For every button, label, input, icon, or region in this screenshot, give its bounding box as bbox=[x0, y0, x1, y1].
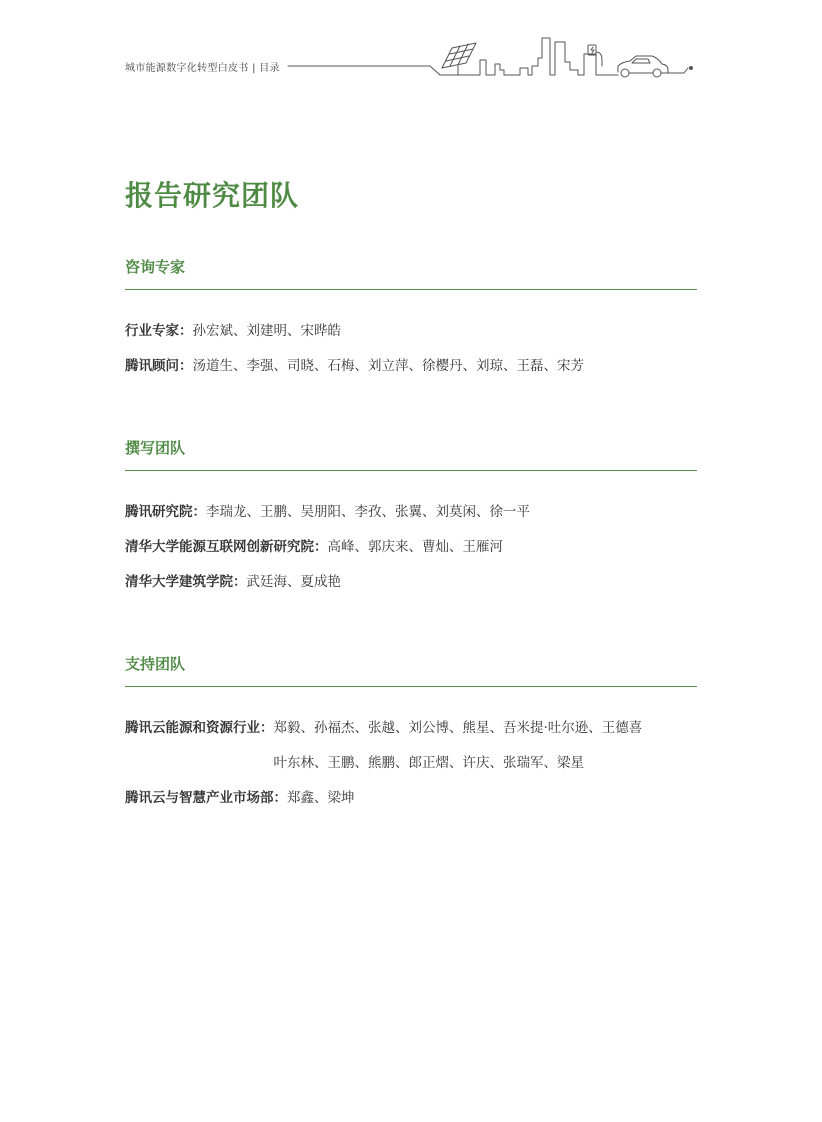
entry-label: 行业专家： bbox=[125, 323, 193, 339]
section-title: 撰写团队 bbox=[125, 439, 186, 457]
entry-tencent-advisors bbox=[125, 349, 697, 384]
entry-label: 清华大学能源互联网创新研究院： bbox=[125, 539, 328, 555]
section-writing-team bbox=[125, 437, 697, 600]
entry-names bbox=[274, 711, 643, 781]
entry-names bbox=[247, 565, 342, 600]
ev-charger-icon bbox=[588, 45, 602, 66]
names-line: 郑毅、孙福杰、张越、刘公博、熊星、吾米提·吐尔逊、王德喜 bbox=[273, 720, 643, 736]
entry-label: 清华大学建筑学院： bbox=[125, 574, 247, 590]
entry-industry-experts bbox=[125, 314, 697, 349]
names-line: 汤道生、李强、司晓、石梅、刘立萍、徐樱丹、刘琼、王磊、宋芳 bbox=[192, 358, 584, 374]
entry-names bbox=[193, 314, 342, 349]
entry-tencent-research bbox=[125, 495, 697, 530]
entry-tencent-cloud-energy bbox=[125, 711, 697, 781]
names-line: 孙宏斌、刘建明、宋晔皓 bbox=[192, 323, 341, 339]
header-illustration bbox=[280, 30, 700, 80]
section-title: 咨询专家 bbox=[125, 258, 186, 276]
entry-tsinghua-architecture bbox=[125, 565, 697, 600]
names-line: 叶东林、王鹏、熊鹏、郎正熠、许庆、张瑞军、梁星 bbox=[273, 755, 584, 771]
entry-label: 腾讯云能源和资源行业： bbox=[125, 720, 274, 736]
city-skyline-icon bbox=[288, 38, 606, 75]
entry-names bbox=[328, 530, 504, 565]
page-title: 报告研究团队 bbox=[125, 179, 300, 212]
entry-tencent-cloud-marketing bbox=[125, 781, 697, 816]
entry-tsinghua-energy-internet bbox=[125, 530, 697, 565]
entry-names bbox=[206, 495, 530, 530]
names-line: 武廷海、夏成艳 bbox=[246, 574, 341, 590]
solar-panel-icon bbox=[442, 43, 476, 75]
names-line: 李瑞龙、王鹏、吴朋阳、李孜、张翼、刘莫闲、徐一平 bbox=[206, 504, 530, 520]
header-label: 城市能源数字化转型白皮书 | 目录 bbox=[125, 63, 280, 74]
section-title: 支持团队 bbox=[125, 655, 186, 673]
section-divider bbox=[125, 289, 697, 290]
entry-names bbox=[287, 781, 355, 816]
names-line: 郑鑫、梁坤 bbox=[287, 790, 355, 806]
section-divider bbox=[125, 470, 697, 471]
entry-label: 腾讯研究院： bbox=[125, 504, 206, 520]
names-line: 高峰、郭庆来、曹灿、王雁河 bbox=[327, 539, 503, 555]
section-consulting-experts bbox=[125, 256, 697, 384]
entry-label: 腾讯顾问： bbox=[125, 358, 193, 374]
entry-names bbox=[193, 349, 585, 384]
entry-label: 腾讯云与智慧产业市场部： bbox=[125, 790, 287, 806]
electric-car-icon bbox=[606, 56, 688, 77]
section-divider bbox=[125, 686, 697, 687]
section-support-team bbox=[125, 653, 697, 816]
